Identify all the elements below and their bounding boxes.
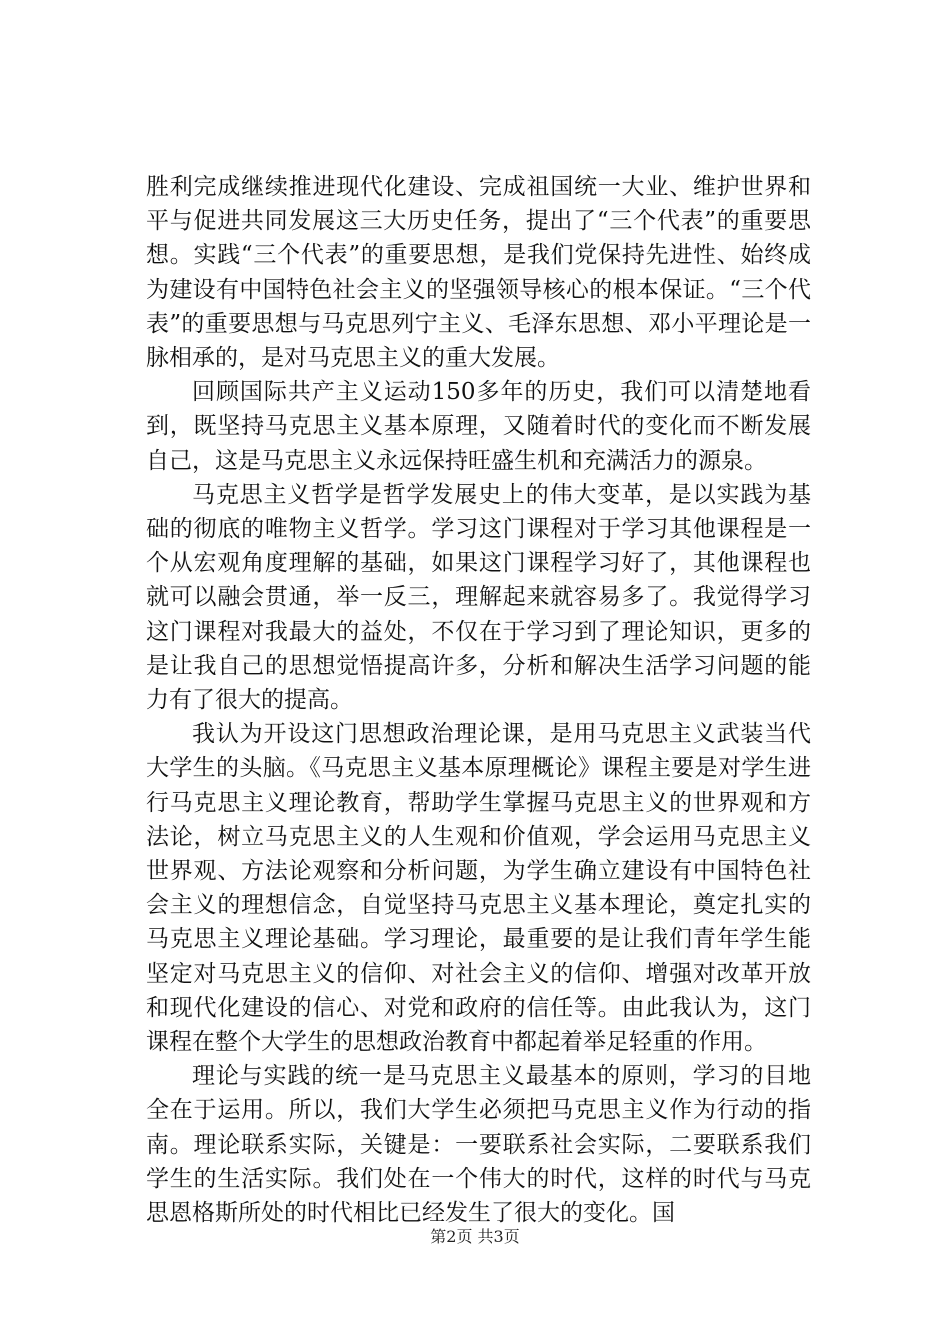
paragraph: 马克思主义哲学是哲学发展史上的伟大变革，是以实践为基础的彻底的唯物主义哲学。学习这门课程对于学习其他课程是一个从宏观角度理解的基础，如果这门课程学习好了，其他课程也就可以融会贯通，举一反三，理解起来就容易多了。我觉得学习这门课程对我最大的益处，不仅在于学习到了理论知识，更多的是让我自己的思想觉悟提高许多，分析和解决生活学习问题的能力有了很大的提高。	[146, 481, 811, 714]
page-number-footer: 第2页 共3页	[430, 1227, 520, 1246]
paragraph-continued: 胜利完成继续推进现代化建设、完成祖国统一大业、维护世界和平与促进共同发展这三大历史任务，提出了“三个代表”的重要思想。实践“三个代表”的重要思想，是我们党保持先进性、始终成为建设有中国特色社会主义的坚强领导核心的根本保证。“三个代表”的重要思想与马克思列宁主义、毛泽东思想、邓小平理论是一脉相承的，是对马克思主义的重大发展。	[146, 174, 811, 372]
paragraph: 回顾国际共产主义运动150多年的历史，我们可以清楚地看到，既坚持马克思主义基本原理，又随着时代的变化而不断发展自己，这是马克思主义永远保持旺盛生机和充满活力的源泉。	[146, 379, 811, 474]
paragraph: 理论与实践的统一是马克思主义最基本的原则，学习的目地全在于运用。所以，我们大学生必须把马克思主义作为行动的指南。理论联系实际，关键是：一要联系社会实际，二要联系我们学生的生活实际。我们处在一个伟大的时代，这样的时代与马克思恩格斯所处的时代相比已经发生了很大的变化。国	[146, 1063, 811, 1227]
paragraph: 我认为开设这门思想政治理论课，是用马克思主义武装当代大学生的头脑。《马克思主义基本原理概论》课程主要是对学生进行马克思主义理论教育，帮助学生掌握马克思主义的世界观和方法论，树立马克思主义的人生观和价值观，学会运用马克思主义世界观、方法论观察和分析问题，为学生确立建设有中国特色社会主义的理想信念，自觉坚持马克思主义基本理论，奠定扎实的马克思主义理论基础。学习理论，最重要的是让我们青年学生能坚定对马克思主义的信仰、对社会主义的信仰、增强对改革开放和现代化建设的信心、对党和政府的信任等。由此我认为，这门课程在整个大学生的思想政治教育中都起着举足轻重的作用。	[146, 721, 811, 1056]
body-text	[146, 170, 811, 1230]
